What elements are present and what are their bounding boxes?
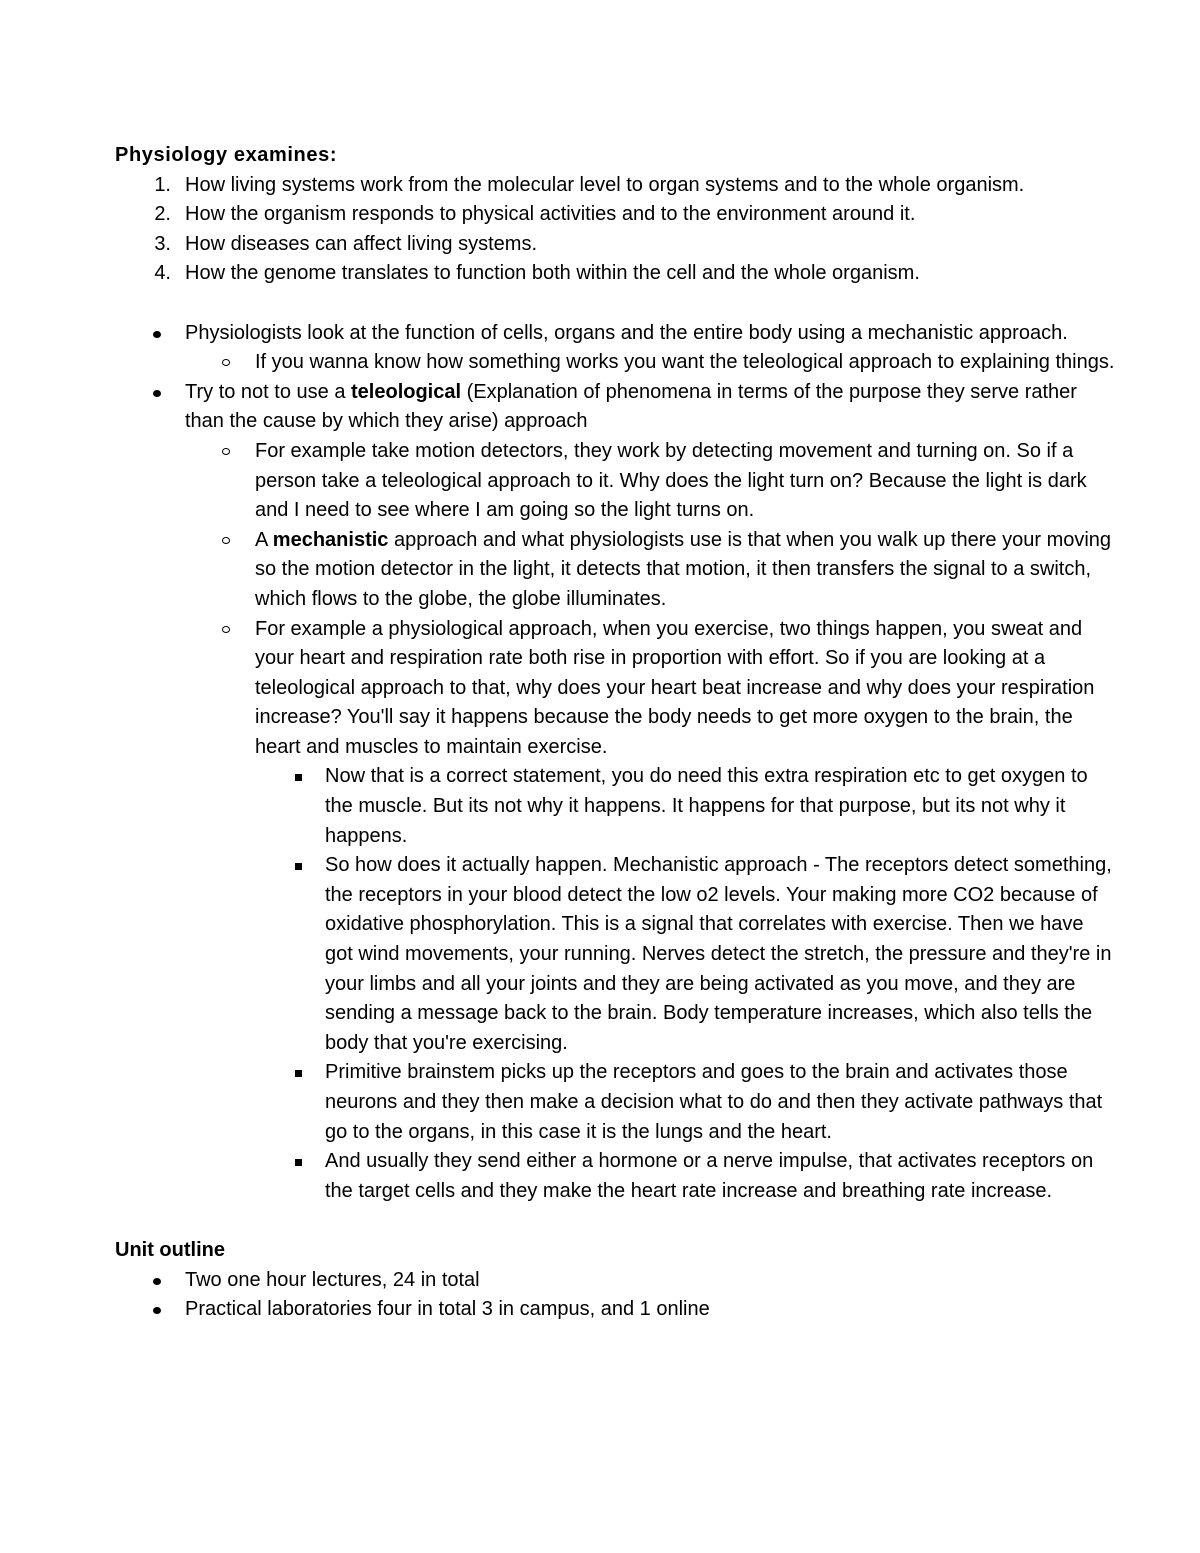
sub-sub-bullet-text: Primitive brainstem picks up the receptors and goes to the brain and activates those neurons and they then make a decision what to do and then they activate pathways that go to the organs, in this case it is the lungs and the heart. bbox=[325, 1061, 1103, 1143]
sub-bullet-item bbox=[115, 348, 1115, 378]
sub-sub-bullet-item bbox=[115, 1058, 1115, 1147]
list-item bbox=[115, 259, 1115, 289]
section-heading-unit-outline: Unit outline bbox=[115, 1238, 225, 1261]
blank-line bbox=[115, 289, 1115, 319]
sub-sub-bullet-item bbox=[115, 762, 1115, 851]
bold-term-mechanistic: mechanistic bbox=[272, 528, 389, 551]
list-item-text: How diseases can affect living systems. bbox=[185, 232, 538, 255]
blank-line bbox=[115, 1206, 1115, 1236]
list-item bbox=[115, 230, 1115, 260]
sub-sub-bullet-text: Now that is a correct statement, you do need this extra respiration etc to get oxygen to the muscle. But its not why it happens. It happens for that purpose, but its not why it happens. bbox=[325, 765, 1088, 847]
bullet-square-icon bbox=[295, 1159, 302, 1166]
sub-bullet-text: If you wanna know how something works you want the teleological approach to explaining things. bbox=[255, 351, 1115, 374]
bullet-dot-icon bbox=[153, 1278, 161, 1285]
list-item bbox=[115, 200, 1115, 230]
sub-sub-bullet-item bbox=[115, 851, 1115, 1058]
sub-bullet-text: For example take motion detectors, they work by detecting movement and turning on. So if a person take a teleological approach to it. Why does the light turn on? Because the light is dark and I need to see where I am going so the light turns on. bbox=[255, 439, 1087, 522]
list-item bbox=[115, 171, 1115, 201]
sub-sub-bullet-text: And usually they send either a hormone or a nerve impulse, that activates receptors on the target cells and they make the heart rate increase and breathing rate increase. bbox=[325, 1150, 1094, 1202]
bullet-item bbox=[115, 1295, 1115, 1325]
bullet-circle-icon bbox=[222, 537, 230, 544]
bullet-circle-icon bbox=[222, 448, 230, 455]
bullet-text: Practical laboratories four in total 3 in campus, and 1 online bbox=[185, 1298, 710, 1321]
list-number: 1. bbox=[154, 173, 171, 196]
sub-bullet-text-pre: A bbox=[255, 528, 273, 551]
sub-sub-bullet-text: So how does it actually happen. Mechanistic approach - The receptors detect something, the receptors in your blood detect the low o2 levels. Your making more CO2 because of oxidative phosphorylation. This is a signal that correlates with exercise. Then we have got wind movements, your running. Nerves detect the stretch, the pressure and they're in your limbs and all your joints and they are being activated as you move, and they are sending a message back to the brain. Body temperature increases, which also tells the body that you're exercising. bbox=[325, 854, 1112, 1054]
bullet-list bbox=[115, 1266, 1115, 1325]
bullet-item bbox=[115, 1266, 1115, 1296]
sub-bullet-item bbox=[115, 615, 1115, 763]
bullet-dot-icon bbox=[153, 1307, 161, 1314]
document-body bbox=[115, 141, 1115, 1325]
list-number: 4. bbox=[154, 262, 171, 285]
bullet-square-icon bbox=[295, 1070, 302, 1077]
bullet-dot-icon bbox=[153, 390, 161, 397]
list-number: 3. bbox=[154, 232, 171, 255]
sub-bullet-text-post: approach and what physiologists use is that when you walk up there your moving so the motion detector in the light, it detects that motion, it then transfers the signal to a switch, which flows to the globe, the globe illuminates. bbox=[255, 528, 1112, 610]
bullet-circle-icon bbox=[222, 626, 230, 633]
list-number: 2. bbox=[154, 203, 171, 226]
bullet-item-teleological bbox=[115, 378, 1115, 437]
bullet-dot-icon bbox=[153, 331, 161, 338]
list-item-text: How living systems work from the molecular level to organ systems and to the whole organism. bbox=[185, 173, 1025, 196]
bullet-text: Physiologists look at the function of cells, organs and the entire body using a mechanistic approach. bbox=[185, 321, 1068, 344]
bullet-square-icon bbox=[295, 774, 302, 781]
numbered-list bbox=[115, 171, 1115, 289]
bullet-text-post: (Explanation of phenomena in terms of the purpose they serve rather than the cause by which they arise) approach bbox=[185, 380, 1077, 433]
bullet-item-physiologists bbox=[115, 319, 1115, 349]
bullet-circle-icon bbox=[222, 359, 230, 366]
sub-bullet-item bbox=[115, 437, 1115, 526]
bullet-text: Two one hour lectures, 24 in total bbox=[185, 1268, 480, 1291]
section-heading-physiology-examines: Physiology examines: bbox=[115, 144, 338, 166]
bullet-square-icon bbox=[295, 863, 302, 870]
sub-bullet-item bbox=[115, 526, 1115, 615]
bullet-list bbox=[115, 319, 1115, 1207]
sub-bullet-text: For example a physiological approach, when you exercise, two things happen, you sweat and your heart and respiration rate both rise in proportion with effort. So if you are looking at a teleological approach to that, why does your heart beat increase and why does your respiration increase? You'll say it happens because the body needs to get more oxygen to the brain, the heart and muscles to maintain exercise. bbox=[255, 617, 1095, 758]
bullet-text-pre: Try to not to use a bbox=[185, 380, 352, 403]
list-item-text: How the genome translates to function both within the cell and the whole organism. bbox=[185, 262, 920, 285]
list-item-text: How the organism responds to physical activities and to the environment around it. bbox=[185, 203, 916, 226]
sub-sub-bullet-item bbox=[115, 1147, 1115, 1206]
bold-term-teleological: teleological bbox=[351, 380, 462, 403]
